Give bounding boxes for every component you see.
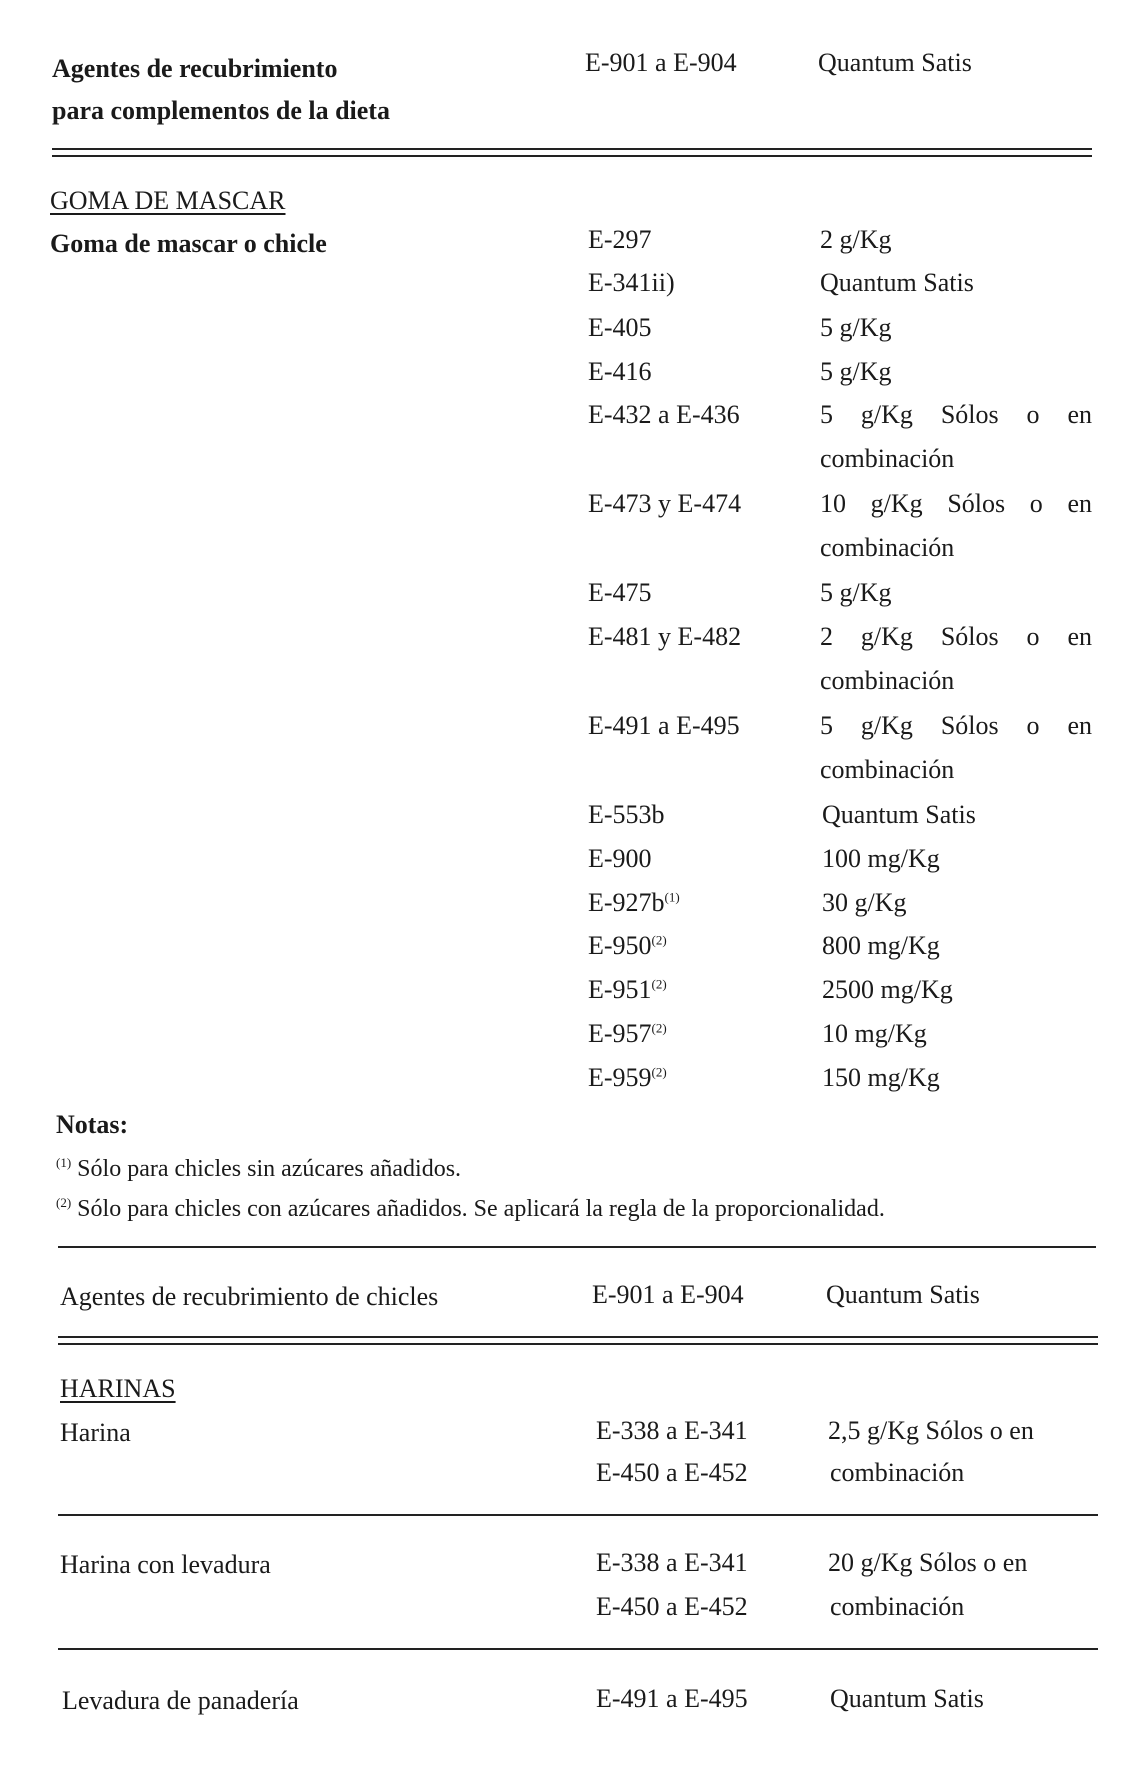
divider xyxy=(58,1514,1098,1516)
additive-text: E-927b xyxy=(588,888,665,917)
additive-code: E-450 a E-452 xyxy=(596,1458,748,1487)
additive-code xyxy=(588,1019,667,1049)
dose-line: combinación xyxy=(820,533,955,562)
additive-code xyxy=(588,1063,667,1093)
additive-code: E-900 xyxy=(588,844,652,873)
dose-value: Quantum Satis xyxy=(830,1684,984,1713)
dose-line: combinación xyxy=(820,444,955,473)
dose-value: Quantum Satis xyxy=(820,268,974,297)
additive-code: E-553b xyxy=(588,800,665,829)
notes-title: Notas: xyxy=(56,1110,129,1139)
category-label: Harina con levadura xyxy=(60,1550,271,1579)
footnote-marker: (2) xyxy=(651,976,667,992)
additive-code: E-481 y E-482 xyxy=(588,622,742,651)
additive-code: E-416 xyxy=(588,357,652,386)
additive-code: E-491 a E-495 xyxy=(596,1684,748,1713)
dose-value: 10 mg/Kg xyxy=(822,1019,927,1048)
dose-value xyxy=(820,482,1092,570)
category-label: Levadura de panadería xyxy=(62,1686,299,1715)
footnote-marker: (2) xyxy=(651,932,667,948)
dose-value: 2 g/Kg xyxy=(820,225,892,254)
dose-line: 2 g/Kg Sólos o en xyxy=(820,622,1092,651)
category-label: Agentes de recubrimiento de chicles xyxy=(60,1282,439,1311)
dose-value: 100 mg/Kg xyxy=(822,844,940,873)
dose-value: 800 mg/Kg xyxy=(822,931,940,960)
additive-code: E-450 a E-452 xyxy=(596,1592,748,1621)
dose-value: 2500 mg/Kg xyxy=(822,975,953,1004)
dose-line: combinación xyxy=(820,755,955,784)
divider xyxy=(58,1343,1098,1345)
footnote-marker: (2) xyxy=(56,1195,72,1210)
additive-code: E-475 xyxy=(588,578,652,607)
dose-value: Quantum Satis xyxy=(822,800,976,829)
category-label: Agentes de recubrimiento xyxy=(52,54,338,83)
section-heading: HARINAS xyxy=(60,1374,176,1403)
footnote xyxy=(56,1194,885,1224)
additive-code: E-338 a E-341 xyxy=(596,1416,748,1445)
dose-value: 5 g/Kg xyxy=(820,578,892,607)
divider xyxy=(52,155,1092,157)
additive-code: E-432 a E-436 xyxy=(588,400,740,429)
divider xyxy=(58,1336,1098,1338)
section-heading: GOMA DE MASCAR xyxy=(50,186,286,215)
dose-value: 150 mg/Kg xyxy=(822,1063,940,1092)
dose-value xyxy=(820,704,1092,792)
dose-value: combinación xyxy=(830,1592,965,1621)
additive-code: E-473 y E-474 xyxy=(588,489,742,518)
footnote-text: Sólo para chicles sin azúcares añadidos. xyxy=(77,1156,462,1182)
dose-value xyxy=(820,615,1092,703)
dose-line: 5 g/Kg Sólos o en xyxy=(820,711,1092,740)
dose-value: combinación xyxy=(830,1458,965,1487)
footnote-marker: (1) xyxy=(664,889,680,905)
additive-code xyxy=(588,931,667,961)
additive-text: E-951 xyxy=(588,975,652,1004)
additive-code: E-405 xyxy=(588,313,652,342)
dose-line: combinación xyxy=(820,666,955,695)
footnote xyxy=(56,1154,461,1184)
additive-code xyxy=(588,888,680,918)
footnote-marker: (2) xyxy=(651,1064,667,1080)
dose-value: Quantum Satis xyxy=(826,1280,980,1309)
category-label: Goma de mascar o chicle xyxy=(50,229,327,258)
dose-value: 2,5 g/Kg Sólos o en xyxy=(828,1416,1034,1445)
dose-line: 5 g/Kg Sólos o en xyxy=(820,400,1092,429)
dose-value: 5 g/Kg xyxy=(820,357,892,386)
additive-code: E-901 a E-904 xyxy=(592,1280,744,1309)
dose-value: 20 g/Kg Sólos o en xyxy=(828,1548,1028,1577)
footnote-marker: (1) xyxy=(56,1155,72,1170)
divider xyxy=(58,1246,1096,1248)
divider xyxy=(58,1648,1098,1650)
category-label: Harina xyxy=(60,1418,131,1447)
footnote-marker: (2) xyxy=(651,1020,667,1036)
dose-line: 10 g/Kg Sólos o en xyxy=(820,489,1092,518)
dose-value: 30 g/Kg xyxy=(822,888,907,917)
dose-value: 5 g/Kg xyxy=(820,313,892,342)
additive-code: E-338 a E-341 xyxy=(596,1548,748,1577)
additive-code: E-297 xyxy=(588,225,652,254)
additive-text: E-959 xyxy=(588,1063,652,1092)
additive-text: E-950 xyxy=(588,931,652,960)
dose-value xyxy=(820,393,1092,481)
additive-text: E-957 xyxy=(588,1019,652,1048)
category-label: para complementos de la dieta xyxy=(52,96,390,125)
additive-code xyxy=(588,975,667,1005)
additive-code: E-901 a E-904 xyxy=(585,48,737,77)
additive-code: E-341ii) xyxy=(588,268,675,297)
additive-code: E-491 a E-495 xyxy=(588,711,740,740)
footnote-text: Sólo para chicles con azúcares añadidos. Se aplicará la regla de la proporcionalidad. xyxy=(77,1196,885,1222)
divider xyxy=(52,148,1092,150)
dose-value: Quantum Satis xyxy=(818,48,972,77)
